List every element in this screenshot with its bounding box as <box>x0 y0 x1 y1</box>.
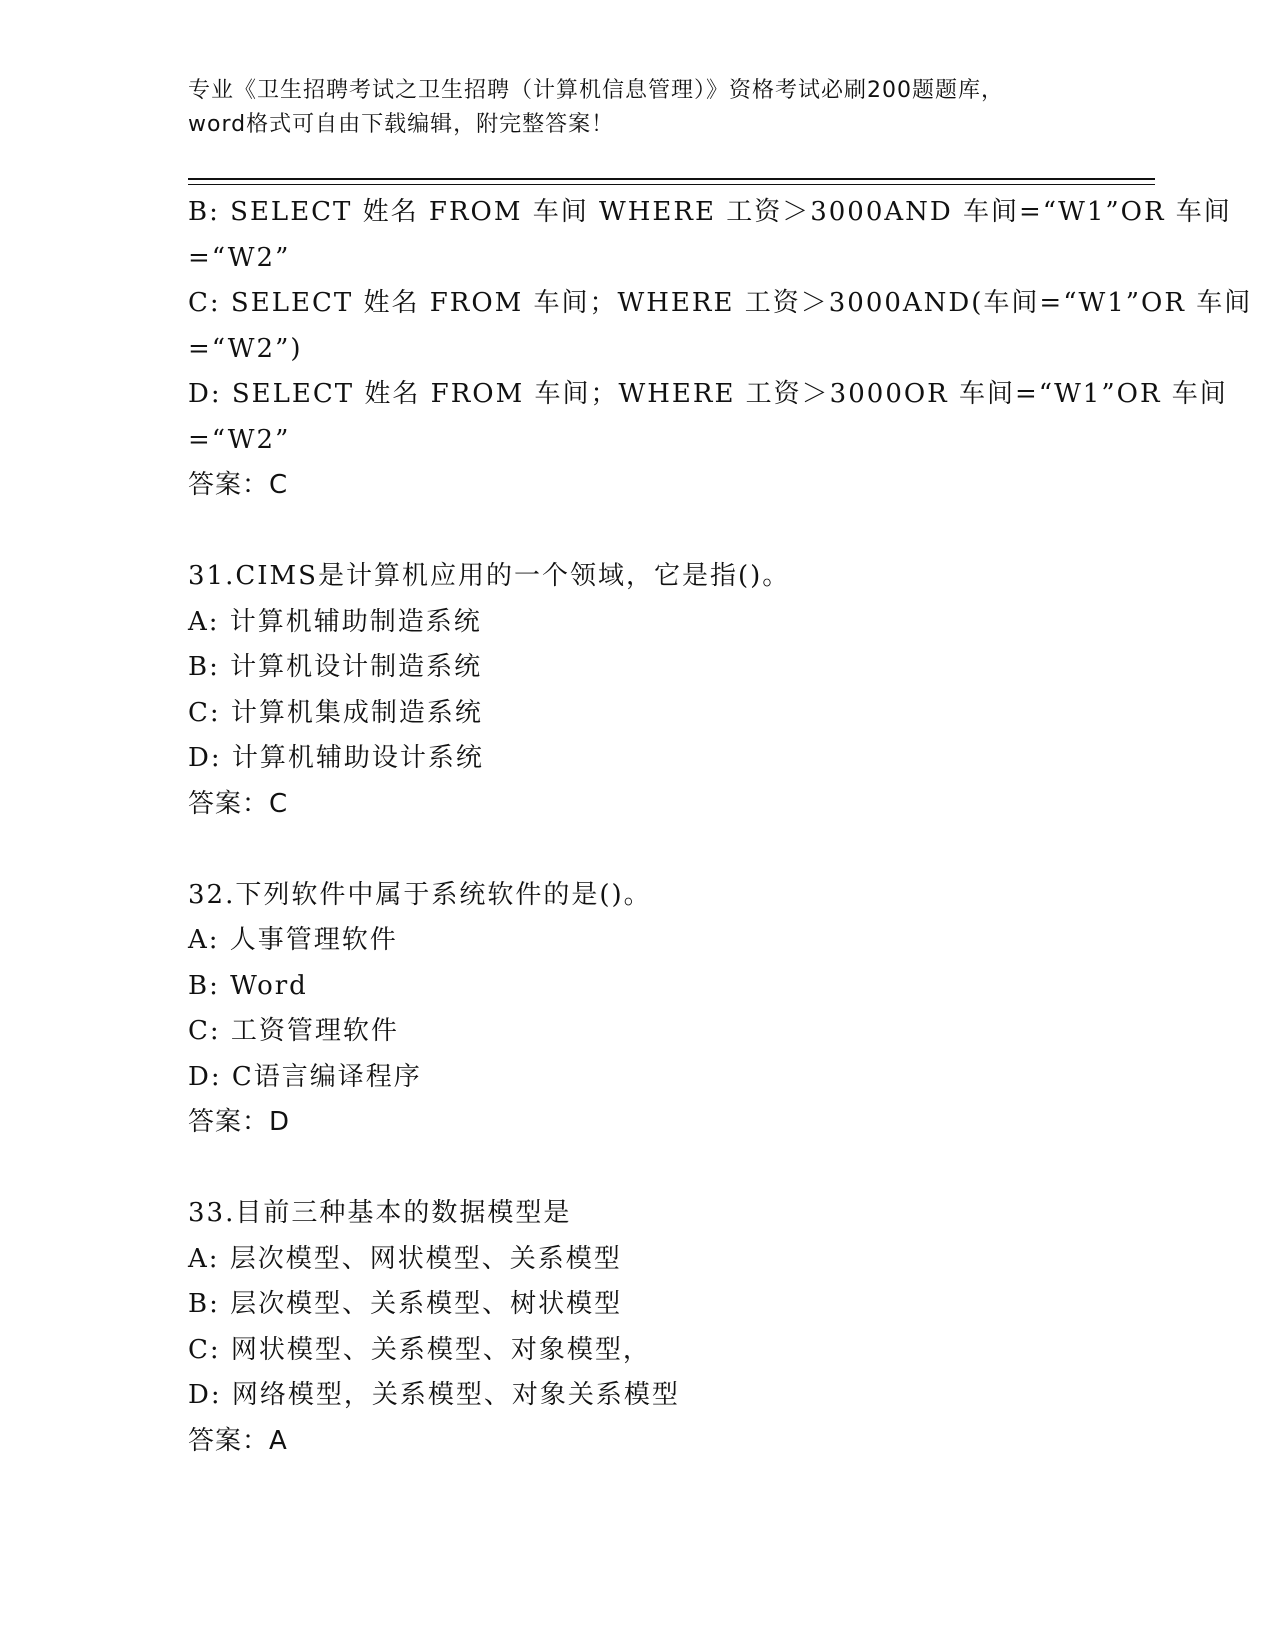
question-stem: 31.CIMS是计算机应用的一个领域，它是指()。 <box>188 561 791 591</box>
option-c: C: 网状模型、关系模型、对象模型， <box>188 1334 651 1365</box>
option-c-line-2: =“W2”) <box>188 333 303 364</box>
answer-line: 答案：D <box>188 1107 291 1137</box>
option-b-line-1: B: SELECT 姓名 FROM 车间 WHERE 工资＞3000AND 车间=“W1”OR 车间 <box>188 197 1232 227</box>
option-d-line-1: D: SELECT 姓名 FROM 车间；WHERE 工资＞3000OR 车间=“W1”OR 车间 <box>188 379 1228 409</box>
option-b: B: 层次模型、关系模型、树状模型 <box>188 1289 623 1319</box>
option-d: D: 网络模型，关系模型、对象关系模型 <box>188 1380 680 1410</box>
question-block-31 <box>188 554 1148 827</box>
option-a: A: 计算机辅助制造系统 <box>188 606 482 637</box>
question-spacer <box>188 1146 1148 1192</box>
question-spacer <box>188 827 1148 873</box>
header-divider-thin <box>188 184 1155 185</box>
header-title-line-1: 专业《卫生招聘考试之卫生招聘（计算机信息管理）》资格考试必刷200题题库， <box>188 78 1004 103</box>
option-b-line-2: =“W2” <box>188 242 291 273</box>
question-list <box>188 190 1253 1464</box>
header-title-line-2: word格式可自由下载编辑，附完整答案！ <box>188 112 615 137</box>
option-b: B: 计算机设计制造系统 <box>188 652 483 682</box>
question-block-33 <box>188 1191 1148 1464</box>
answer-line: 答案：C <box>188 470 289 500</box>
option-a: A: 人事管理软件 <box>188 925 398 955</box>
option-c-line-1: C: SELECT 姓名 FROM 车间；WHERE 工资＞3000AND(车间=“W1”OR 车间 <box>188 288 1253 318</box>
question-stem: 33.目前三种基本的数据模型是 <box>188 1198 572 1228</box>
document-header <box>188 74 1088 142</box>
option-d-line-2: =“W2” <box>188 424 291 455</box>
option-d: D: 计算机辅助设计系统 <box>188 743 484 773</box>
question-block-30 <box>188 190 1253 509</box>
answer-line: 答案：A <box>188 1425 288 1456</box>
option-b: B: Word <box>188 970 308 1001</box>
answer-line: 答案：C <box>188 788 289 819</box>
question-spacer <box>188 509 1148 555</box>
header-divider-thick <box>188 178 1155 180</box>
question-stem: 32.下列软件中属于系统软件的是()。 <box>188 879 652 910</box>
option-a: A: 层次模型、网状模型、关系模型 <box>188 1243 622 1274</box>
option-d: D: C语言编译程序 <box>188 1061 422 1092</box>
option-c: C: 工资管理软件 <box>188 1016 399 1046</box>
option-c: C: 计算机集成制造系统 <box>188 697 483 728</box>
question-block-32 <box>188 873 1148 1146</box>
